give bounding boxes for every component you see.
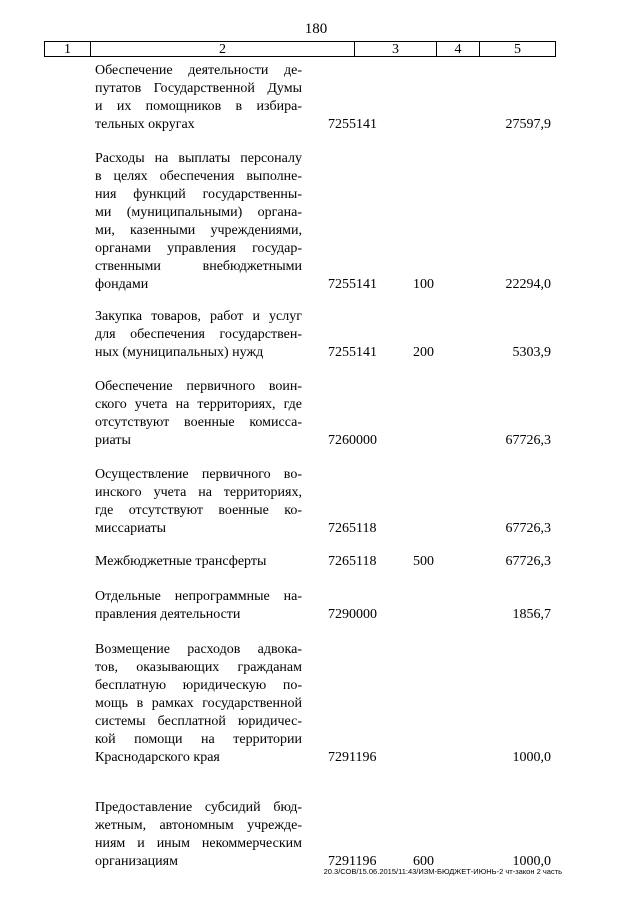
row-description-line: фондами — [95, 277, 149, 292]
footer-note: 20.3/СОВ/15.06.2015/11:43/ИЗМ-БЮДЖЕТ-ИЮНЬ-2 чт-закон 2 часть — [323, 867, 562, 876]
row-expense-type: 600 — [413, 854, 434, 869]
header-col-5: 5 — [479, 42, 556, 57]
row-description-line: органами управления государ- — [95, 241, 302, 256]
row-description-line: Закупка товаров, работ и услуг — [95, 309, 302, 324]
row-amount: 22294,0 — [505, 277, 551, 292]
row-description-line: ми (муниципальными) органа- — [95, 205, 302, 220]
row-description — [95, 588, 302, 624]
row-description-line: Краснодарского края — [95, 750, 220, 765]
row-description-line: Обеспечение деятельности де- — [95, 63, 302, 78]
row-code: 7290000 — [328, 607, 377, 622]
row-description — [95, 62, 302, 134]
row-amount: 27597,9 — [505, 117, 551, 132]
row-code: 7265118 — [328, 554, 377, 569]
row-description-line: мощь в рамках государственной — [95, 696, 302, 711]
row-code: 7255141 — [328, 117, 377, 132]
row-description-line: тов, оказывающих гражданам — [95, 660, 302, 675]
row-description-line: Отдельные непрограммные на- — [95, 589, 302, 604]
row-description-line: системы бесплатной юридичес- — [95, 714, 302, 729]
page-number: 180 — [304, 21, 328, 37]
row-description-line: Межбюджетные трансферты — [95, 554, 267, 569]
row-description-line: ственными внебюджетными — [95, 259, 302, 274]
row-description-line: Обеспечение первичного воин- — [95, 379, 302, 394]
row-description-line: миссариаты — [95, 521, 167, 536]
row-description-line: Предоставление субсидий бюд- — [95, 800, 302, 815]
row-expense-type: 500 — [413, 554, 434, 569]
row-code: 7260000 — [328, 433, 377, 448]
row-description-line: организациям — [95, 854, 178, 869]
row-description-line: кой помощи на территории — [95, 732, 302, 747]
row-description-line: ми, казенными учреждениями, — [95, 223, 302, 238]
row-description-line: ных (муниципальных) нужд — [95, 345, 264, 360]
header-col-3: 3 — [354, 42, 436, 57]
row-description — [95, 150, 302, 294]
row-description-line: тельных округах — [95, 117, 195, 132]
row-code: 7255141 — [328, 277, 377, 292]
row-description — [95, 641, 302, 767]
row-description-line: правления деятельности — [95, 607, 241, 622]
row-description-line: отсутствуют военные комисса- — [95, 415, 302, 430]
row-amount: 1000,0 — [512, 750, 551, 765]
row-amount: 1000,0 — [512, 854, 551, 869]
row-description-line: бесплатную юридическую по- — [95, 678, 302, 693]
table-header — [44, 41, 556, 57]
row-description-line: в целях обеспечения выполне- — [95, 169, 302, 184]
row-description — [95, 308, 302, 362]
row-description-line: Возмещение расходов адвока- — [95, 642, 302, 657]
row-description-line: ского учета на территориях, где — [95, 397, 302, 412]
row-description-line: Осуществление первичного во- — [95, 467, 302, 482]
row-description-line: инского учета на территориях, — [95, 485, 302, 500]
header-col-1: 1 — [44, 42, 90, 57]
row-description-line: и их помощников в избира- — [95, 99, 302, 114]
row-code: 7291196 — [328, 854, 377, 869]
row-description-line: ниям и иным некоммерческим — [95, 836, 302, 851]
header-col-2: 2 — [90, 42, 354, 57]
row-amount: 67726,3 — [505, 521, 551, 536]
row-description — [95, 799, 302, 871]
row-description — [95, 553, 302, 571]
row-description-line: жетным, автономным учрежде- — [95, 818, 302, 833]
row-description — [95, 466, 302, 538]
row-amount: 67726,3 — [505, 433, 551, 448]
row-code: 7255141 — [328, 345, 377, 360]
row-description-line: Расходы на выплаты персоналу — [95, 151, 302, 166]
row-code: 7291196 — [328, 750, 377, 765]
row-description-line: ния функций государственны- — [95, 187, 302, 202]
row-amount: 67726,3 — [505, 554, 551, 569]
row-amount: 5303,9 — [512, 345, 551, 360]
row-description-line: риаты — [95, 433, 131, 448]
row-expense-type: 200 — [413, 345, 434, 360]
row-code: 7265118 — [328, 521, 377, 536]
row-expense-type: 100 — [413, 277, 434, 292]
row-description — [95, 378, 302, 450]
row-amount: 1856,7 — [512, 607, 551, 622]
row-description-line: путатов Государственной Думы — [95, 81, 302, 96]
header-col-4: 4 — [436, 42, 479, 57]
row-description-line: где отсутствуют военные ко- — [95, 503, 302, 518]
row-description-line: для обеспечения государствен- — [95, 327, 302, 342]
